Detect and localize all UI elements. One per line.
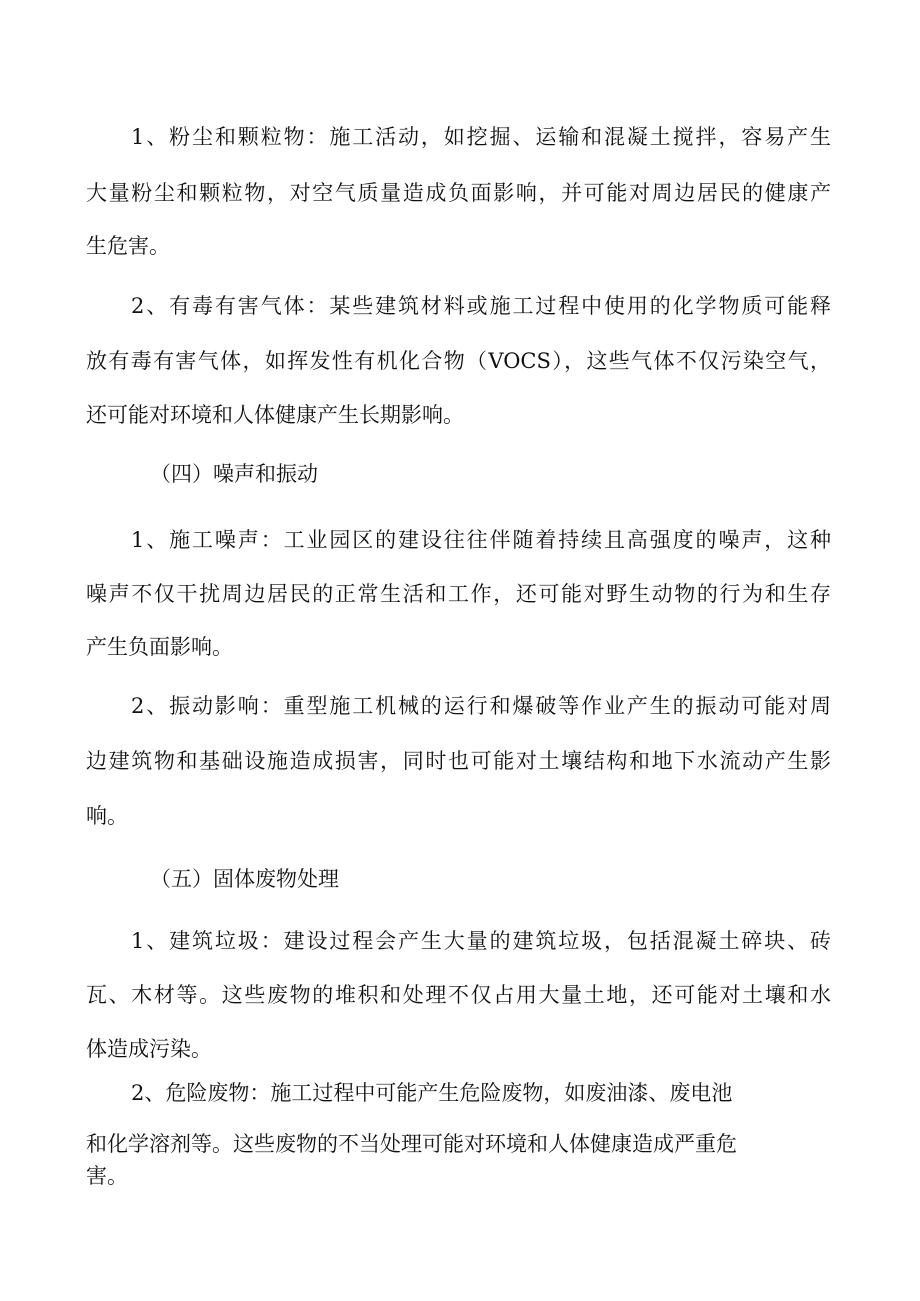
paragraph-1-line-1: 1、粉尘和颗粒物：施工活动，如挖掘、运输和混凝土搅拌，容易产生 (131, 125, 831, 149)
paragraph-2-line-2: 放有毒有害气体，如挥发性有机化合物（VOCS），这些气体不仅污染空气， (86, 349, 831, 373)
paragraph-5-line-1: 1、建筑垃圾：建设过程会产生大量的建筑垃圾，包括混凝土碎块、砖 (131, 929, 831, 953)
paragraph-5-line-2: 瓦、木材等。这些废物的堆积和处理不仅占用大量土地，还可能对土壤和水 (86, 983, 831, 1007)
paragraph-1-line-3: 生危害。 (86, 234, 170, 258)
paragraph-1-line-2: 大量粉尘和颗粒物，对空气质量造成负面影响，并可能对周边居民的健康产 (86, 181, 831, 205)
paragraph-3-line-3: 产生负面影响。 (86, 635, 233, 659)
paragraph-4-line-2: 边建筑物和基础设施造成损害，同时也可能对土壤结构和地下水流动产生影 (86, 749, 831, 773)
paragraph-3-line-1: 1、施工噪声：工业园区的建设往往伴随着持续且高强度的噪声，这种 (131, 528, 831, 552)
section-heading-5: （五）固体废物处理 (150, 867, 339, 891)
paragraph-3-line-2: 噪声不仅干扰周边居民的正常生活和工作，还可能对野生动物的行为和生存 (86, 582, 831, 606)
paragraph-6-line-3: 害。 (86, 1164, 128, 1188)
paragraph-2-line-1: 2、有毒有害气体：某些建筑材料或施工过程中使用的化学物质可能释 (131, 294, 831, 318)
paragraph-2-line-3: 还可能对环境和人体健康产生长期影响。 (86, 403, 464, 427)
paragraph-4-line-3: 响。 (86, 804, 128, 828)
paragraph-5-line-3: 体造成污染。 (86, 1037, 212, 1061)
paragraph-6-line-1: 2、危险废物：施工过程中可能产生危险废物，如废油漆、废电池 (131, 1081, 733, 1105)
paragraph-4-line-1: 2、振动影响：重型施工机械的运行和爆破等作业产生的振动可能对周 (131, 694, 831, 718)
paragraph-6-line-2: 和化学溶剂等。这些废物的不当处理可能对环境和人体健康造成严重危 (86, 1132, 737, 1156)
section-heading-4: （四）噪声和振动 (150, 462, 318, 486)
